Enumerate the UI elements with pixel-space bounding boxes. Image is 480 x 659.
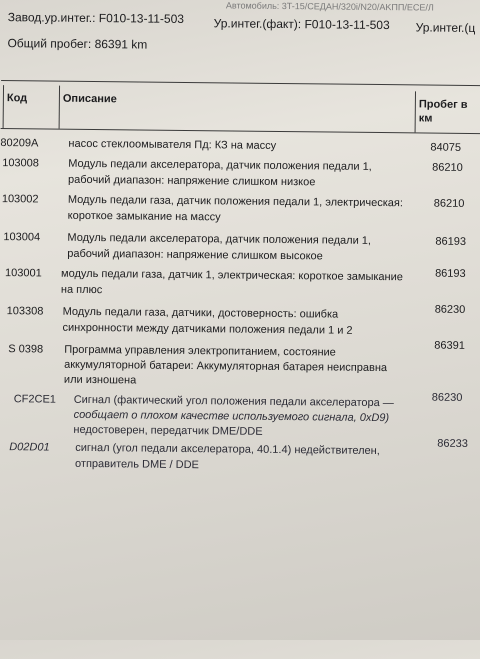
mileage-value: 86391 km — [94, 37, 148, 52]
col-header-mileage-1: Пробег в — [418, 98, 468, 111]
fault-mileage: 86210 — [432, 161, 463, 174]
fault-mileage: 86193 — [435, 267, 466, 280]
col-header-mileage-2: км — [418, 112, 433, 125]
fault-description-line-1: Программа управления электропитанием, состояние — [64, 343, 336, 359]
fault-description-line-2: синхронности между датчиками положения педали 1 и 2 — [62, 321, 353, 337]
fault-code: 103002 — [1, 193, 39, 206]
target-integration-label: Ур.интег.(ц — [415, 20, 476, 36]
fault-description-line-1: сигнал (угол педали акселератора, 40.1.4) недействителен, — [75, 441, 380, 458]
plant-label: Завод.ур.интег.: — [7, 10, 96, 26]
actual-label: Ур.интег.(факт): — [213, 16, 302, 32]
plant-integration-line — [8, 10, 184, 26]
table-row — [0, 339, 480, 387]
fault-description-line-3: недостоверен, передатчик DME/DDE — [73, 423, 263, 438]
fault-description-line-2: отправитель DME / DDE — [75, 457, 199, 472]
fault-description-line-1: Сигнал (фактический угол положения педали акселератора — — [73, 393, 394, 410]
table-left-border — [3, 85, 4, 128]
fault-code: 103008 — [2, 157, 40, 170]
fault-description-line-2: аккумуляторной батареи: Аккумуляторная батарея неисправна — [64, 358, 388, 375]
fault-mileage: 86230 — [431, 391, 463, 404]
fault-description-line-3: или изношена — [63, 373, 137, 387]
fault-code: 103001 — [5, 267, 42, 280]
fault-description-line-1: Модуль педали акселератора, датчик положения педали 1, — [68, 157, 372, 173]
fault-description-line-2: рабочий диапазон: напряжение слишком высокое — [67, 247, 323, 263]
fault-code: 103004 — [3, 231, 41, 244]
fault-description-line-2: короткое замыкание на массу — [67, 209, 221, 224]
col-header-description: Описание — [62, 92, 117, 106]
col-header-code: Код — [6, 92, 28, 105]
fault-mileage: 84075 — [430, 141, 462, 154]
fault-mileage: 86391 — [434, 339, 465, 352]
table-row — [0, 303, 480, 337]
fault-description-line-2: на плюс — [60, 283, 103, 297]
fault-description: насос стеклоомывателя Пд: КЗ на массу — [68, 137, 277, 152]
fault-code: S 0398 — [8, 343, 44, 356]
table-row — [0, 230, 480, 263]
fault-code: 80209A — [0, 137, 39, 150]
fault-description-line-1: Модуль педали акселератора, датчик положения педали 1, — [67, 231, 372, 247]
mileage-label: Общий пробег: — [7, 36, 92, 52]
table-col-divider-2 — [415, 91, 416, 132]
fault-code: 103308 — [6, 305, 44, 318]
table-row — [0, 266, 480, 297]
fault-description-line-1: модуль педали газа, датчик 1, электрическая: короткое замыкание — [61, 267, 403, 284]
fault-mileage: 86233 — [437, 437, 468, 450]
fault-description-line-2: сообщает о плохом качестве используемого сигнала, 0xD9) — [73, 408, 390, 425]
table-header-border — [1, 128, 480, 134]
actual-value: F010-13-11-503 — [304, 17, 390, 33]
top-strip-text: Автомобиль: 3T-15/СЕДАН/320i/N20/AKПП/ECE/Л — [225, 0, 434, 13]
table-row — [0, 192, 480, 224]
fault-code: CF2CE1 — [13, 393, 57, 406]
table-row — [0, 391, 480, 438]
total-mileage-line — [7, 36, 147, 51]
fault-description-line-1: Модуль педали газа, датчики, достоверность: ошибка — [62, 305, 339, 321]
fault-mileage: 86193 — [435, 235, 467, 248]
table-col-divider-1 — [59, 86, 60, 129]
fault-description-line-1: Модуль педали газа, датчик положения педали 1, электрическая: — [67, 193, 404, 210]
table-row — [0, 156, 480, 189]
fault-mileage: 86210 — [433, 197, 465, 210]
actual-integration-line — [214, 16, 390, 32]
fault-description-line-2: рабочий диапазон: напряжение слишком низкое — [67, 173, 316, 189]
fault-code: D02D01 — [9, 441, 50, 454]
table-top-border — [1, 80, 480, 86]
table-row — [0, 136, 480, 154]
plant-value: F010-13-11-503 — [98, 11, 185, 26]
fault-mileage: 86230 — [434, 303, 466, 316]
